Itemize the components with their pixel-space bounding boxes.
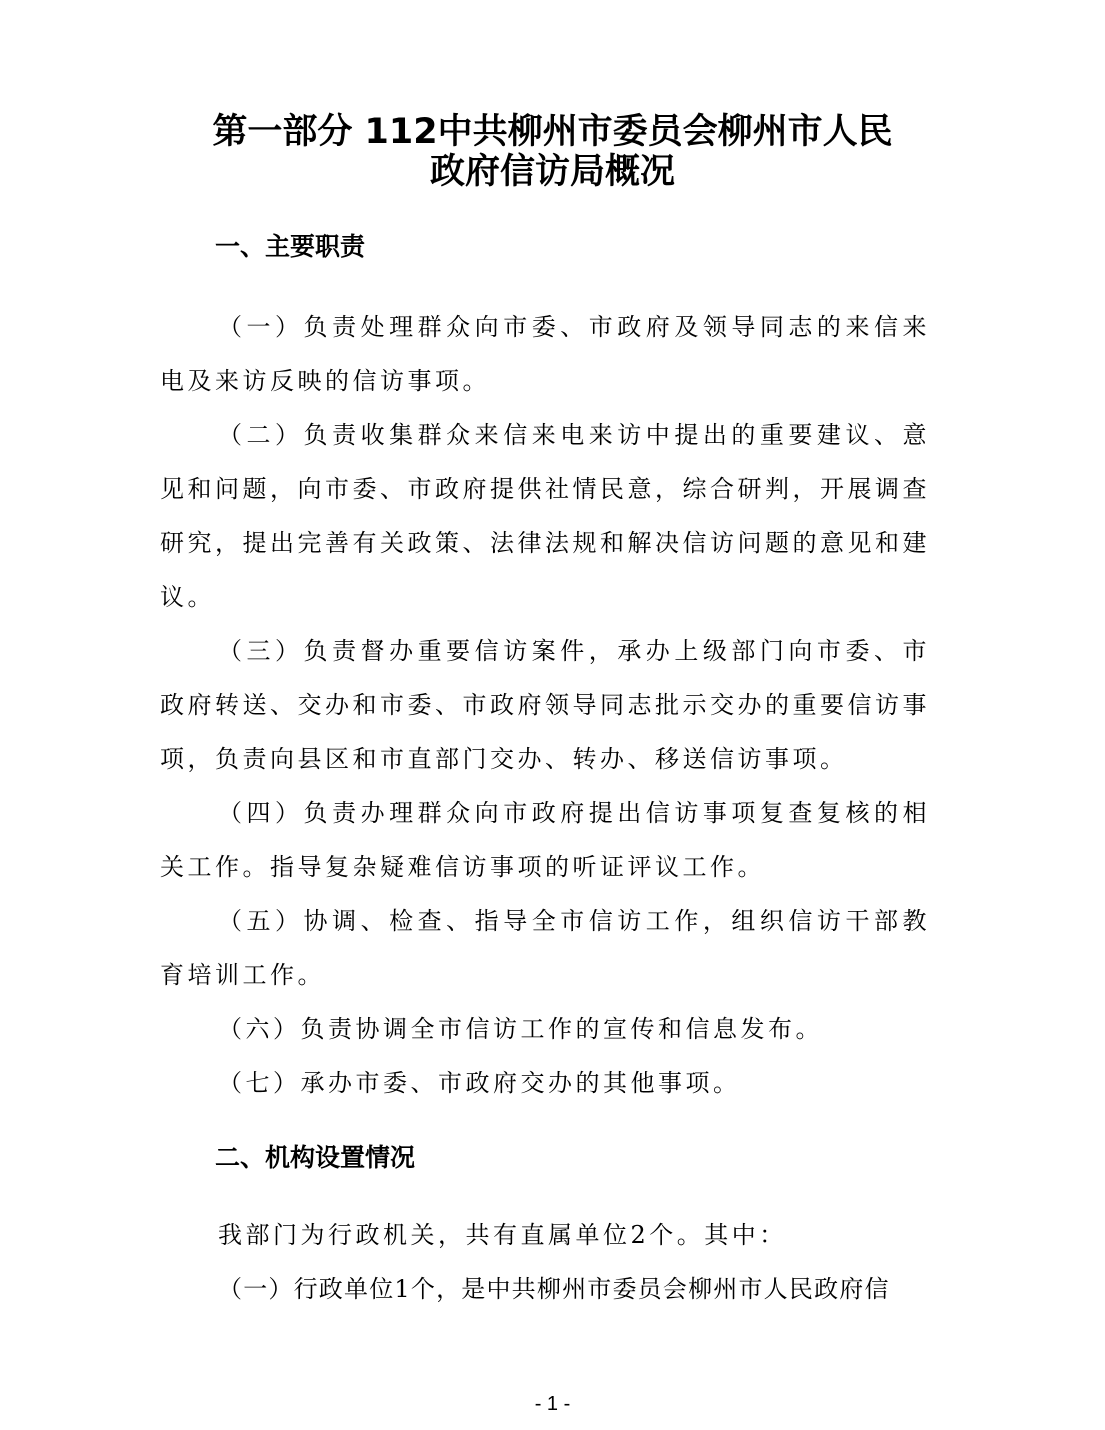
duty-paragraph-7: （七）承办市委、市政府交办的其他事项。: [218, 1069, 741, 1097]
duty-paragraph-4: （四）负责办理群众向市政府提出信访事项复查复核的相关工作。指导复杂疑难信访事项的听证评议工作。: [160, 799, 930, 881]
duty-paragraph-3: （三）负责督办重要信访案件，承办上级部门向市委、市政府转送、交办和市委、市政府领导同志批示交办的重要信访事项，负责向县区和市直部门交办、转办、移送信访事项。: [160, 637, 930, 773]
document-title-line1: 第一部分 112中共柳州市委员会柳州市人民: [212, 112, 893, 152]
section-heading-main-duties: 一、主要职责: [215, 232, 366, 261]
organization-paragraph-1: 我部门为行政机关，共有直属单位2个。其中：: [218, 1221, 787, 1249]
duty-paragraph-2: （二）负责收集群众来信来电来访中提出的重要建议、意见和问题，向市委、市政府提供社情民意，综合研判，开展调查研究，提出完善有关政策、法律法规和解决信访问题的意见和建议。: [160, 421, 930, 611]
duty-paragraph-6: （六）负责协调全市信访工作的宣传和信息发布。: [218, 1015, 823, 1043]
document-title-line2: 政府信访局概况: [429, 152, 675, 192]
organization-paragraph-2: （一）行政单位1个，是中共柳州市委员会柳州市人民政府信: [218, 1275, 890, 1303]
page-number: - 1 -: [534, 1393, 571, 1415]
duty-paragraph-1: （一）负责处理群众向市委、市政府及领导同志的来信来电及来访反映的信访事项。: [160, 313, 930, 395]
duty-paragraph-5: （五）协调、检查、指导全市信访工作，组织信访干部教育培训工作。: [160, 907, 930, 989]
section-heading-organization: 二、机构设置情况: [215, 1143, 416, 1172]
